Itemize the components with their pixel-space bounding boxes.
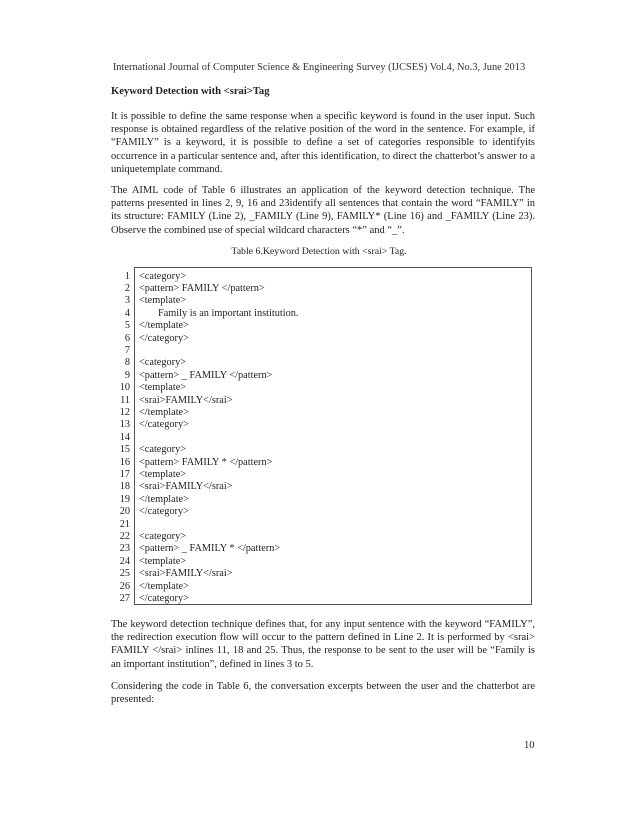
code-line-number: 3 xyxy=(124,295,130,307)
code-line-text: <category> xyxy=(139,270,187,282)
code-line-text: </template> xyxy=(139,580,189,592)
code-line-number: 4 xyxy=(124,307,130,319)
code-line-text: <template> xyxy=(139,295,187,307)
code-line-number: 20 xyxy=(119,506,130,518)
paragraph-3: The keyword detection technique defines that, for any input sentence with the keyword “FAMILY”, the redirection execution flow will occur to the pattern defined in Line 2. It is performed by <srai> FAMILY </srai> inlines 11, 18 and 25. Thus, the response to be sent to the user will be “Family is an important institution”, defined in lines 3 to 5. xyxy=(111,619,535,670)
code-line-number: 17 xyxy=(119,468,130,480)
code-line-number: 12 xyxy=(119,406,130,418)
code-line-number: 23 xyxy=(119,543,130,555)
code-line-number: 24 xyxy=(119,555,130,567)
code-line-number: 8 xyxy=(124,357,130,369)
code-line-number: 2 xyxy=(124,282,130,294)
code-line-number: 19 xyxy=(119,493,130,505)
code-line-text: <pattern> FAMILY * </pattern> xyxy=(139,456,273,468)
code-line-text: <template> xyxy=(139,382,187,394)
code-line-text: </template> xyxy=(139,493,189,505)
code-line-text: </category> xyxy=(139,506,189,518)
code-line-text: <category> xyxy=(139,357,187,369)
code-line-number: 27 xyxy=(119,592,130,604)
code-line-text: <srai>FAMILY</srai> xyxy=(139,394,233,406)
code-line-text: <category> xyxy=(139,530,187,542)
code-line-number: 13 xyxy=(119,419,130,431)
code-line-text: </category> xyxy=(139,592,189,604)
journal-header: International Journal of Computer Science & Engineering Survey (IJCSES) Vol.4, No.3, June 2013 xyxy=(112,62,526,73)
code-line-text: <pattern> _ FAMILY </pattern> xyxy=(139,369,273,381)
code-line-number: 14 xyxy=(119,431,130,443)
code-line-text: </category> xyxy=(139,332,189,344)
code-line-text: </category> xyxy=(139,419,189,431)
code-line-text: <srai>FAMILY</srai> xyxy=(139,568,233,580)
code-line-number: 9 xyxy=(124,369,130,381)
code-line-text: </template> xyxy=(139,320,189,332)
code-line-number: 15 xyxy=(119,444,130,456)
code-line-number: 26 xyxy=(119,580,130,592)
code-line-text: <pattern> FAMILY </pattern> xyxy=(139,282,265,294)
code-line-number: 1 xyxy=(124,270,130,282)
paragraph-2: The AIML code of Table 6 illustrates an application of the keyword detection technique. The patterns presented in lines 2, 9, 16 and 23identify all sentences that contain the word “FAMILY” in its structure: FAMILY (Line 2), _FAMILY (Line 9), FAMILY* (Line 16) and _FAMILY (Line 23). Observe the combined use of special wildcard characters “*” and “_”. xyxy=(111,185,535,236)
table-caption: Table 6.Keyword Detection with <srai> Tag. xyxy=(231,246,407,257)
paragraph-4: Considering the code in Table 6, the conversation excerpts between the user and the chatterbot are presented: xyxy=(111,681,535,706)
code-line-number: 7 xyxy=(124,344,130,356)
code-line-text: <category> xyxy=(139,444,187,456)
code-line-number: 11 xyxy=(120,394,130,406)
section-title: Keyword Detection with <srai>Tag xyxy=(111,86,270,97)
page-number: 10 xyxy=(524,740,535,751)
code-line-text: <pattern> _ FAMILY * </pattern> xyxy=(139,543,281,555)
code-line-text: <template> xyxy=(139,468,187,480)
code-line-number: 22 xyxy=(119,530,130,542)
code-line-number: 5 xyxy=(124,320,130,332)
code-line-text: </template> xyxy=(139,406,189,418)
code-line-text: <template> xyxy=(139,555,187,567)
code-line-text: <srai>FAMILY</srai> xyxy=(139,481,233,493)
code-line-number: 18 xyxy=(119,481,130,493)
code-line-number: 6 xyxy=(124,332,130,344)
code-line-number: 10 xyxy=(119,382,130,394)
code-line-number: 25 xyxy=(119,568,130,580)
code-line-text: Family is an important institution. xyxy=(158,307,299,319)
paragraph-1: It is possible to define the same response when a specific keyword is found in the user input. Such response is obtained regardless of the relative position of the word in the sentence. For example, if “FAMILY” is a keyword, it is possible to define a set of categories responsible to identifyits occurrence in a particular sentence and, after this identification, to direct the chatterbot’s answer to a uniquetemplate command. xyxy=(111,111,535,175)
code-line-number: 16 xyxy=(119,456,130,468)
code-line-number: 21 xyxy=(119,518,130,530)
